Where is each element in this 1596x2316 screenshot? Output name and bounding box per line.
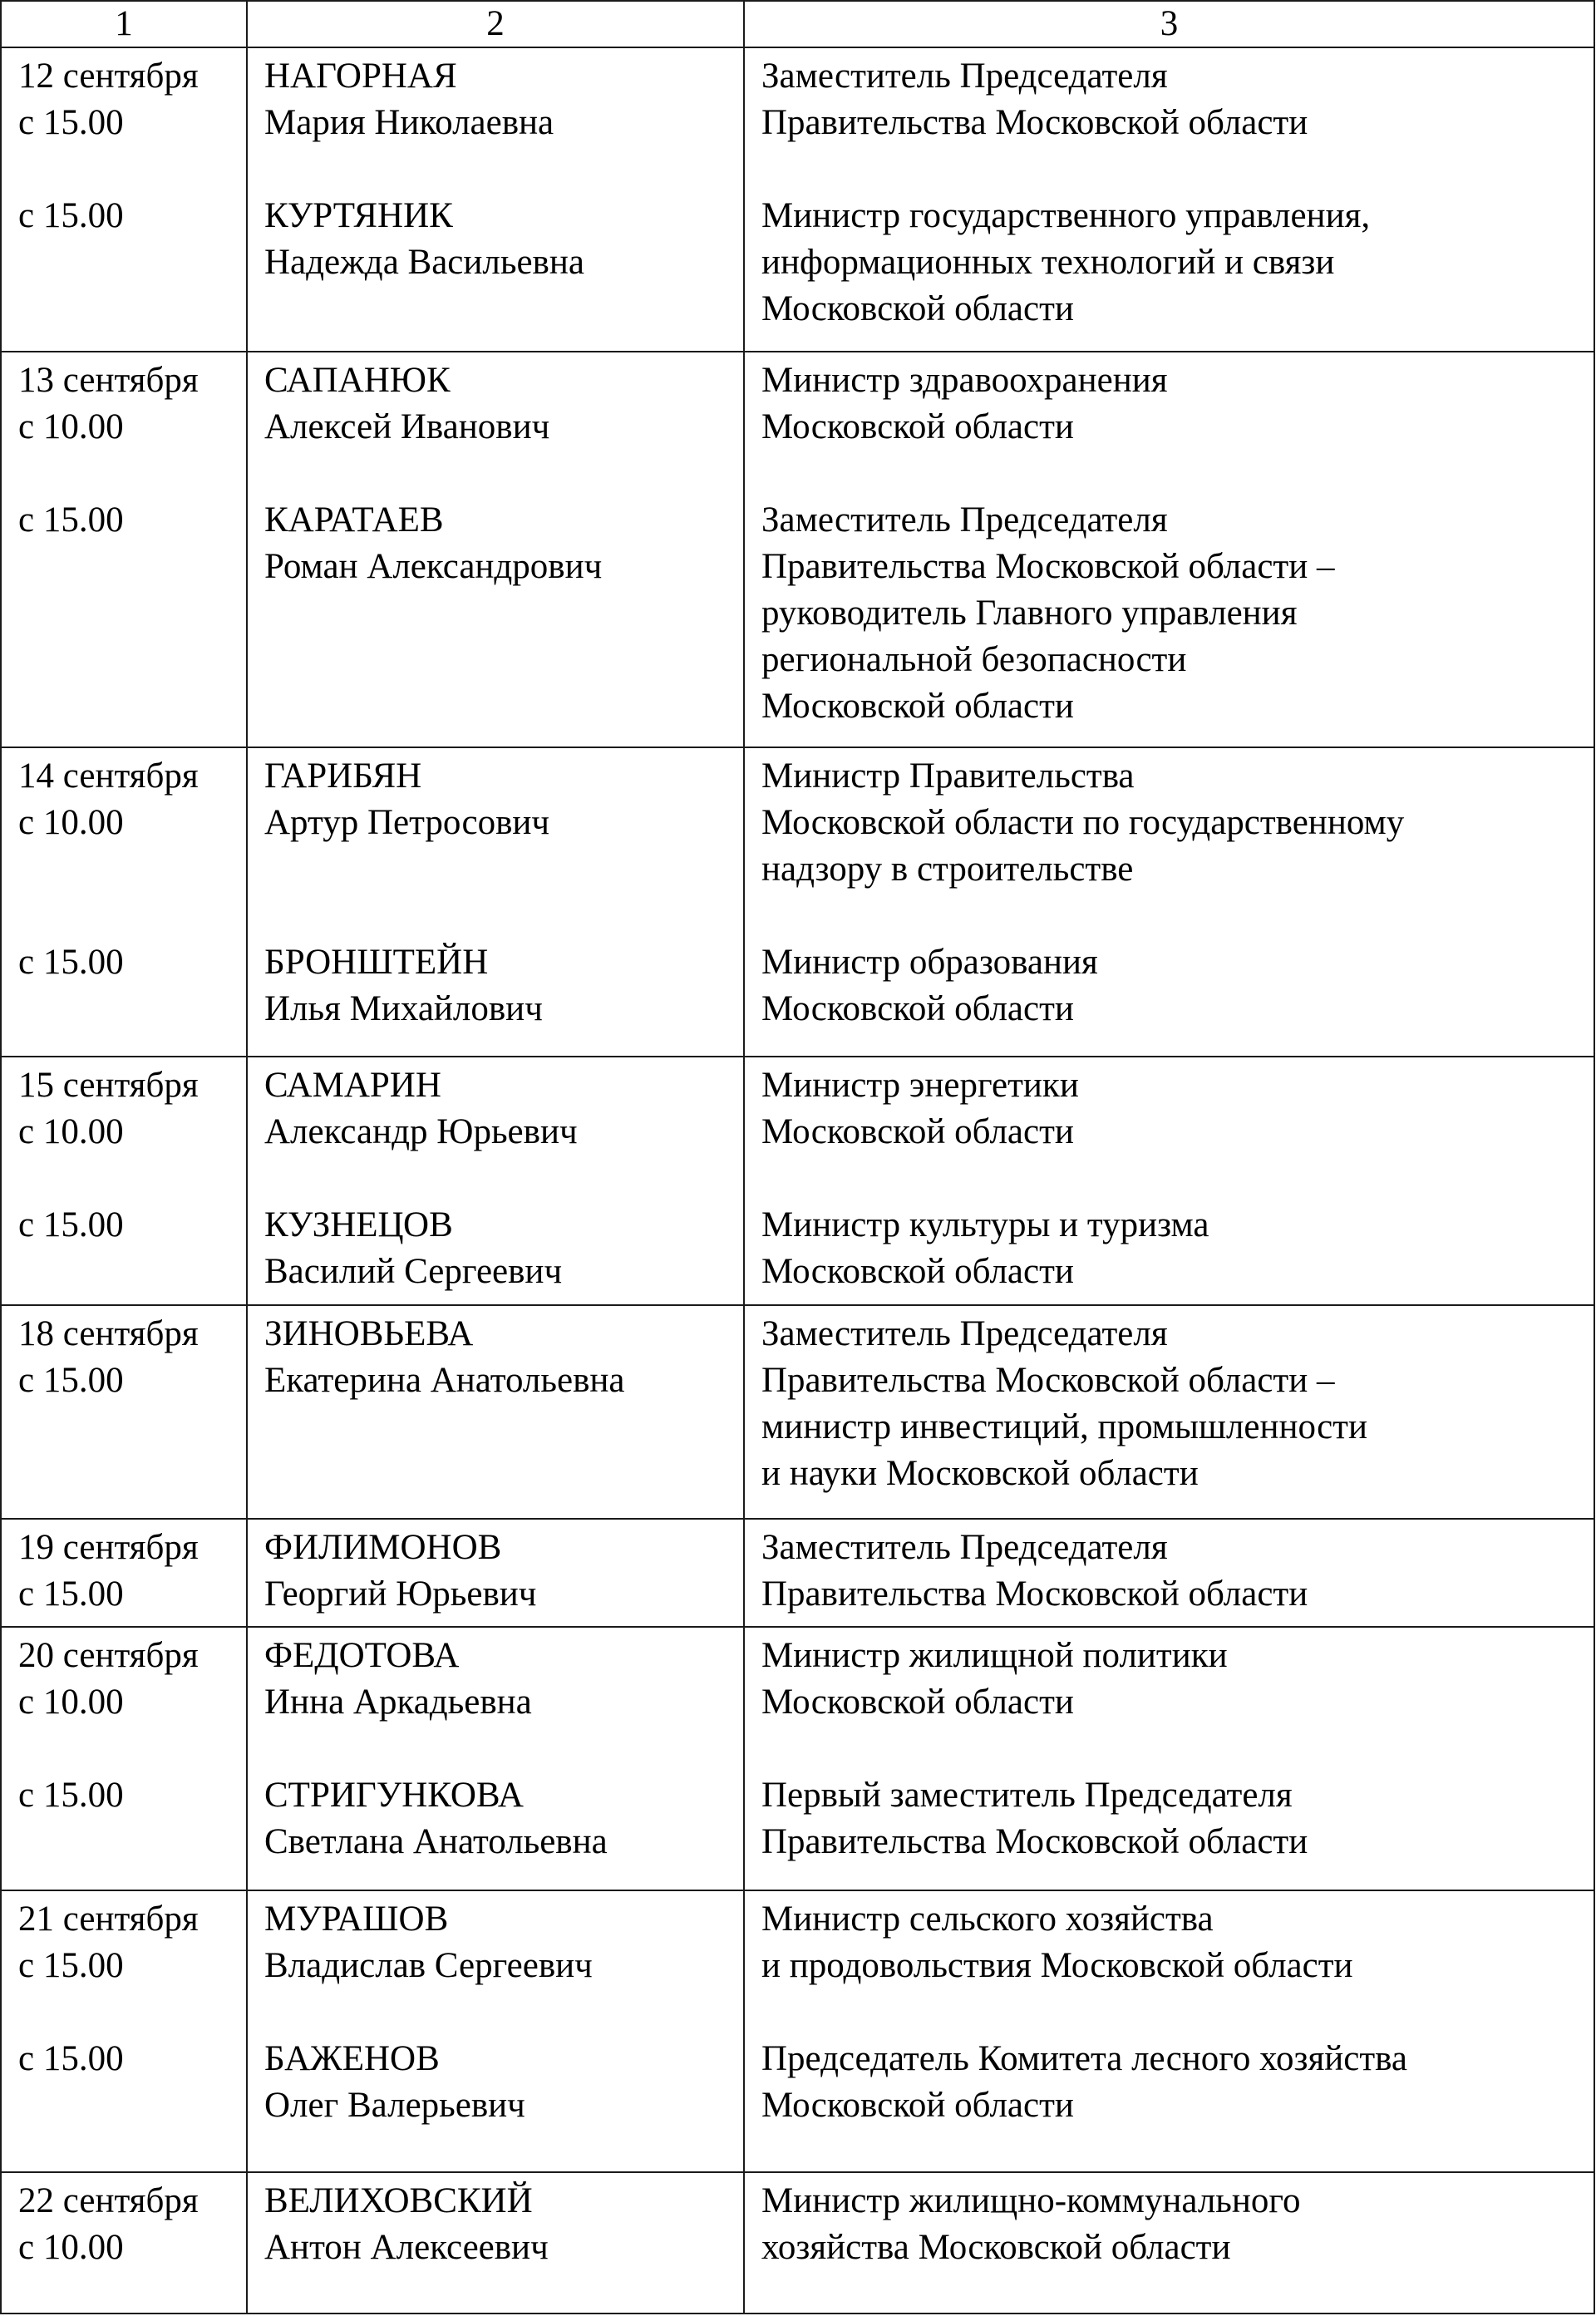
date-time-cell [1,1057,247,1305]
date-label: 12 сентября [18,57,199,96]
position-line: Министр энергетики [761,1066,1079,1105]
position-line: информационных технологий и связи [761,243,1335,282]
position-line: Московской области [761,407,1074,446]
official-name: Алексей Иванович [264,407,550,446]
time-label: с 10.00 [18,407,124,446]
official-surname: САПАНЮК [264,361,451,400]
table-row [1,2172,1594,2314]
date-label: 21 сентября [18,1900,199,1939]
date-time-cell [1,747,247,1057]
position-line: Правительства Московской области – [761,1361,1335,1400]
official-surname: БАЖЕНОВ [264,2039,440,2078]
official-surname: КАРАТАЕВ [264,500,444,540]
position-cell [744,1627,1594,1890]
position-line: министр инвестиций, промышленности [761,1407,1367,1446]
time-label: с 15.00 [18,1946,124,1985]
position-cell [744,1890,1594,2172]
official-name: Олег Валерьевич [264,2086,525,2125]
position-line: и продовольствия Московской области [761,1946,1353,1985]
column-header-official: 2 [247,1,744,47]
official-surname: ВЕЛИХОВСКИЙ [264,2181,533,2220]
position-cell [744,2172,1594,2314]
official-name: Надежда Васильевна [264,243,584,282]
position-line: Московской области [761,1252,1074,1291]
date-time-cell [1,1305,247,1519]
date-label: 13 сентября [18,361,199,400]
position-line: хозяйства Московской области [761,2228,1231,2267]
date-label: 14 сентября [18,756,199,796]
position-line: Заместитель Председателя [761,57,1168,96]
position-line: Московской области [761,289,1074,328]
position-line: Московской области [761,1683,1074,1722]
official-surname: САМАРИН [264,1066,441,1105]
official-cell [247,1057,744,1305]
position-cell [744,1519,1594,1627]
official-name: Роман Александрович [264,547,603,586]
official-cell [247,352,744,747]
position-line: Правительства Московской области [761,1822,1308,1861]
official-cell [247,1305,744,1519]
position-line: Московской области [761,2086,1074,2125]
position-cell [744,747,1594,1057]
column-header-date: 1 [1,1,247,47]
official-name: Антон Алексеевич [264,2228,549,2267]
position-line: Московской области [761,687,1074,726]
time-label: с 10.00 [18,1683,124,1722]
official-surname: ФИЛИМОНОВ [264,1528,502,1567]
official-surname: КУЗНЕЦОВ [264,1205,453,1244]
official-surname: ГАРИБЯН [264,756,422,796]
position-line: Министр образования [761,943,1098,982]
position-line: Заместитель Председателя [761,1314,1168,1353]
official-name: Александр Юрьевич [264,1112,578,1151]
time-label: с 15.00 [18,500,124,540]
official-cell [247,1519,744,1627]
official-surname: НАГОРНАЯ [264,57,457,96]
official-surname: БРОНШТЕЙН [264,943,489,982]
position-line: Правительства Московской области [761,103,1308,142]
official-name: Владислав Сергеевич [264,1946,593,1985]
time-label: с 15.00 [18,1574,124,1614]
table-row [1,747,1594,1057]
time-label: с 15.00 [18,1361,124,1400]
time-label: с 10.00 [18,2228,124,2267]
time-label: с 10.00 [18,803,124,842]
column-header-position: 3 [744,1,1594,47]
position-line: Министр государственного управления, [761,196,1371,235]
official-surname: МУРАШОВ [264,1900,449,1939]
position-line: Министр жилищно-коммунального [761,2181,1301,2220]
table-row [1,1519,1594,1627]
official-name: Илья Михайлович [264,989,543,1028]
table-row [1,1627,1594,1890]
table-row [1,1890,1594,2172]
date-label: 20 сентября [18,1636,199,1675]
official-name: Екатерина Анатольевна [264,1361,625,1400]
position-line: Первый заместитель Председателя [761,1776,1293,1815]
position-line: Московской области [761,989,1074,1028]
position-line: Правительства Московской области – [761,547,1335,586]
official-surname: СТРИГУНКОВА [264,1776,524,1815]
position-line: Заместитель Председателя [761,500,1168,540]
date-time-cell [1,1890,247,2172]
time-label: с 15.00 [18,196,124,235]
position-line: Московской области [761,1112,1074,1151]
official-cell [247,747,744,1057]
official-surname: КУРТЯНИК [264,196,453,235]
table-row [1,1057,1594,1305]
position-line: Министр здравоохранения [761,361,1168,400]
position-line: Министр Правительства [761,756,1135,796]
position-cell [744,1057,1594,1305]
official-name: Инна Аркадьевна [264,1683,532,1722]
official-cell [247,1627,744,1890]
position-line: Министр жилищной политики [761,1636,1228,1675]
official-name: Василий Сергеевич [264,1252,563,1291]
time-label: с 15.00 [18,1776,124,1815]
official-cell [247,47,744,352]
position-line: региональной безопасности [761,640,1187,679]
date-time-cell [1,2172,247,2314]
table-row [1,47,1594,352]
position-line: надзору в строительстве [761,850,1134,889]
time-label: с 15.00 [18,2039,124,2078]
date-label: 18 сентября [18,1314,199,1353]
official-surname: ЗИНОВЬЕВА [264,1314,474,1353]
official-name: Мария Николаевна [264,103,554,142]
date-time-cell [1,1627,247,1890]
position-line: и науки Московской области [761,1454,1199,1493]
date-label: 19 сентября [18,1528,199,1567]
date-label: 22 сентября [18,2181,199,2220]
position-line: Министр сельского хозяйства [761,1900,1214,1939]
date-time-cell [1,352,247,747]
time-label: с 10.00 [18,1112,124,1151]
official-name: Светлана Анатольевна [264,1822,608,1861]
official-cell [247,2172,744,2314]
official-name: Георгий Юрьевич [264,1574,537,1614]
position-line: Заместитель Председателя [761,1528,1168,1567]
position-line: Московской области по государственному [761,803,1405,842]
time-label: с 15.00 [18,1205,124,1244]
position-line: Председатель Комитета лесного хозяйства [761,2039,1407,2078]
table-body [1,47,1594,2314]
header-row [1,1,1594,47]
position-cell [744,1305,1594,1519]
official-name: Артур Петросович [264,803,550,842]
table-row [1,1305,1594,1519]
table-row [1,352,1594,747]
time-label: с 15.00 [18,103,124,142]
position-line: Министр культуры и туризма [761,1205,1209,1244]
date-time-cell [1,1519,247,1627]
official-cell [247,1890,744,2172]
date-time-cell [1,47,247,352]
position-line: Правительства Московской области [761,1574,1308,1614]
position-line: руководитель Главного управления [761,594,1298,633]
date-label: 15 сентября [18,1066,199,1105]
time-label: с 15.00 [18,943,124,982]
position-cell [744,352,1594,747]
official-surname: ФЕДОТОВА [264,1636,460,1675]
position-cell [744,47,1594,352]
